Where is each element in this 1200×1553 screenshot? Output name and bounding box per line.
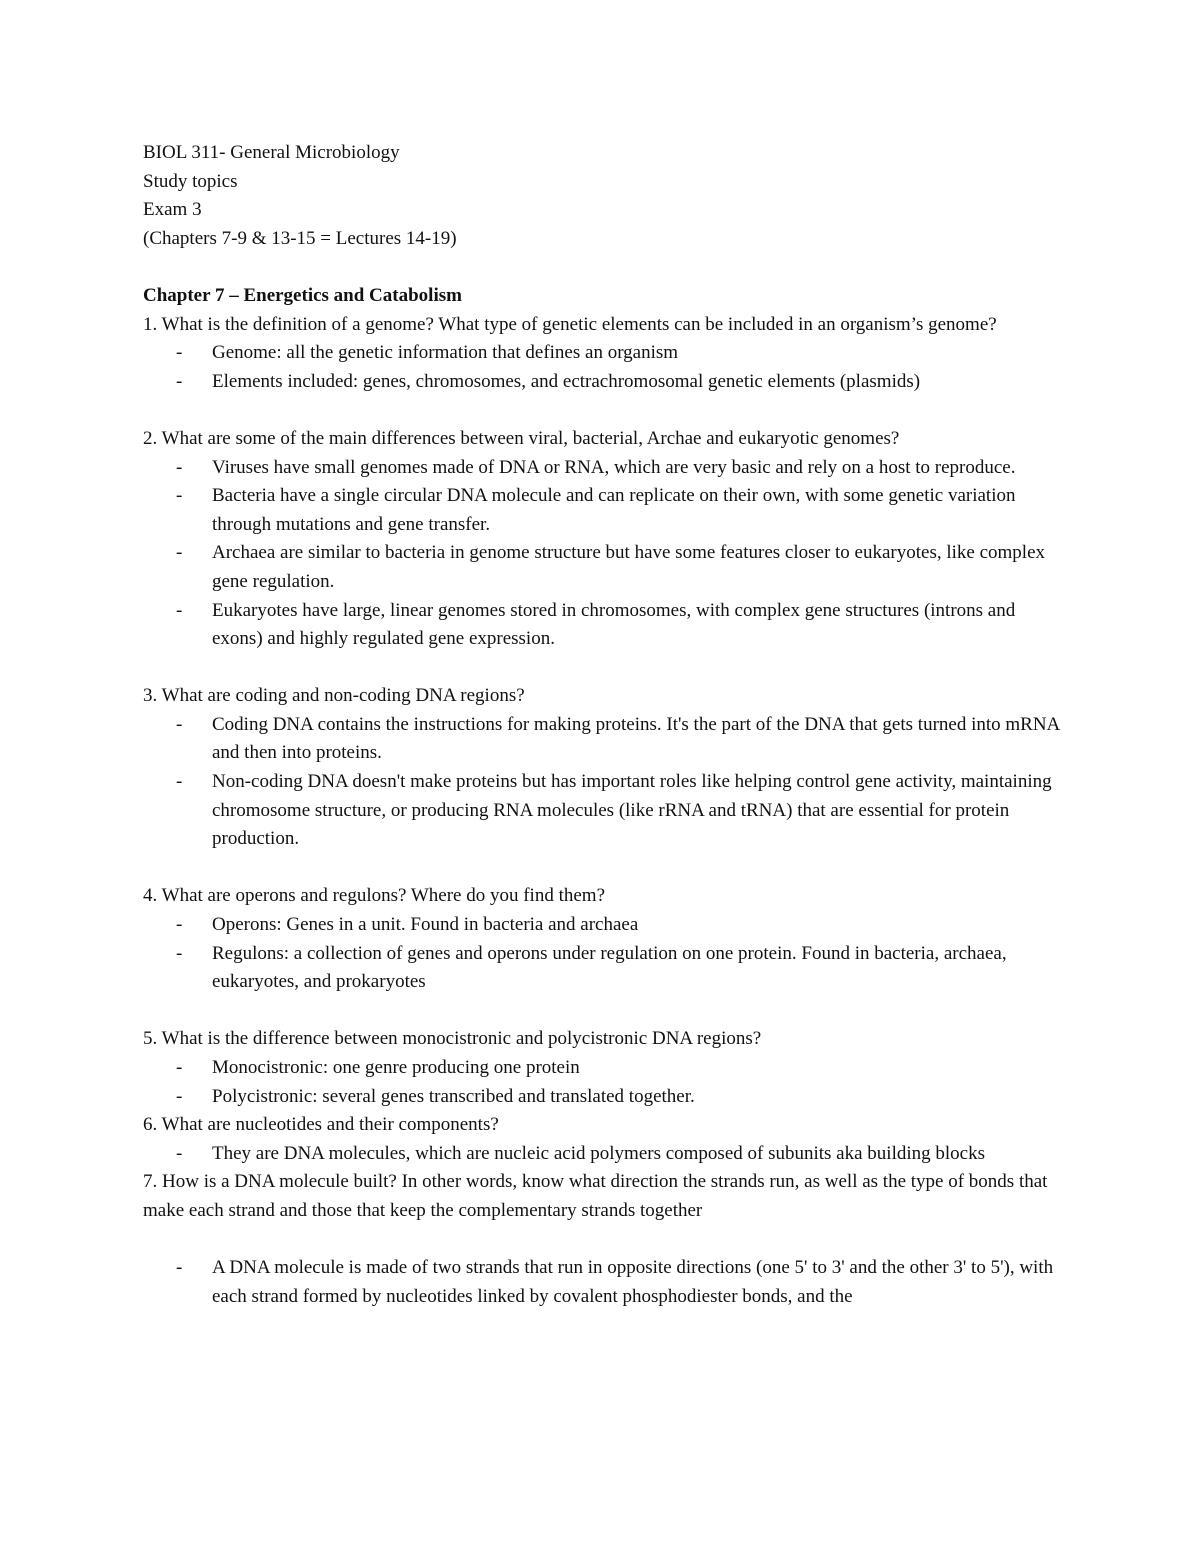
answer-list-6 — [143, 1140, 1063, 1169]
spacer — [143, 654, 1063, 683]
answer-item — [143, 539, 1063, 596]
bullet-dash: - — [176, 771, 183, 793]
question-4: 4. What are operons and regulons? Where do you find them? — [143, 885, 606, 907]
answer-text: Viruses have small genomes made of DNA or RNA, which are very basic and rely on a host to reproduce. — [212, 456, 1016, 478]
answer-item — [143, 368, 1063, 397]
answer-list-3 — [143, 711, 1063, 854]
answer-text: Polycistronic: several genes transcribed and translated together. — [212, 1085, 695, 1107]
answer-text: They are DNA molecules, which are nucleic acid polymers composed of subunits aka building blocks — [212, 1142, 985, 1164]
question-3: 3. What are coding and non-coding DNA regions? — [143, 685, 525, 707]
answer-list-2 — [143, 454, 1063, 654]
answer-text: Archaea are similar to bacteria in genome structure but have some features closer to eukaryotes, like complex gene regulation. — [212, 542, 1046, 592]
exam-scope: (Chapters 7-9 & 13-15 = Lectures 14-19) — [143, 227, 457, 249]
answer-list-1 — [143, 339, 1063, 396]
answer-item — [143, 454, 1063, 483]
answer-text: Operons: Genes in a unit. Found in bacteria and archaea — [212, 914, 639, 936]
answer-item — [143, 940, 1063, 997]
bullet-dash: - — [176, 542, 183, 564]
bullet-dash: - — [176, 370, 183, 392]
answer-item — [143, 597, 1063, 654]
question-5: 5. What is the difference between monocistronic and polycistronic DNA regions? — [143, 1028, 762, 1050]
spacer — [143, 253, 1063, 282]
answer-text: Genome: all the genetic information that defines an organism — [212, 342, 679, 364]
document-page — [143, 139, 1063, 1311]
question-7: 7. How is a DNA molecule built? In other words, know what direction the strands run, as well as the type of bonds that make each strand and those that keep the complementary strands together — [143, 1171, 1048, 1221]
answer-text: Elements included: genes, chromosomes, and ectrachromosomal genetic elements (plasmids) — [212, 370, 921, 392]
course-title: BIOL 311- General Microbiology — [143, 142, 400, 163]
answer-item — [143, 339, 1063, 368]
answer-list-7 — [143, 1254, 1063, 1311]
answer-list-4 — [143, 911, 1063, 997]
answer-text: Regulons: a collection of genes and operons under regulation on one protein. Found in bacteria, archaea, eukaryotes, and prokaryotes — [212, 942, 1007, 993]
answer-text: Bacteria have a single circular DNA molecule and can replicate on their own, with some genetic variation through mutations and gene transfer. — [212, 485, 1016, 535]
answer-item — [143, 1140, 1063, 1169]
bullet-dash: - — [176, 1257, 183, 1279]
bullet-dash: - — [176, 942, 183, 964]
answer-item — [143, 768, 1063, 854]
answer-list-5 — [143, 1054, 1063, 1111]
spacer — [143, 1226, 1063, 1255]
answer-item — [143, 1083, 1063, 1112]
answer-text: Eukaryotes have large, linear genomes stored in chromosomes, with complex gene structures (introns and exons) and highly regulated gene expression. — [212, 599, 1016, 650]
answer-item — [143, 711, 1063, 768]
bullet-dash: - — [176, 599, 183, 621]
bullet-dash: - — [176, 1142, 183, 1164]
spacer — [143, 854, 1063, 883]
spacer — [143, 396, 1063, 425]
answer-item — [143, 1054, 1063, 1083]
bullet-dash: - — [176, 485, 183, 507]
bullet-dash: - — [176, 456, 183, 478]
answer-item — [143, 482, 1063, 539]
bullet-dash: - — [176, 1085, 183, 1107]
question-1: 1. What is the definition of a genome? What type of genetic elements can be included in an organism’s genome? — [143, 313, 997, 335]
answer-text: Monocistronic: one genre producing one protein — [212, 1057, 580, 1078]
document-subtitle: Study topics — [143, 170, 238, 192]
bullet-dash: - — [176, 1057, 183, 1078]
exam-label: Exam 3 — [143, 199, 202, 221]
bullet-dash: - — [176, 342, 183, 364]
answer-text: Non-coding DNA doesn't make proteins but has important roles like helping control gene activity, maintaining chromosome structure, or producing RNA molecules (like rRNA and tRNA) that are essential for protein production. — [212, 771, 1052, 850]
bullet-dash: - — [176, 713, 183, 735]
answer-item — [143, 911, 1063, 940]
answer-text: Coding DNA contains the instructions for making proteins. It's the part of the DNA that gets turned into mRNA and then into proteins. — [212, 713, 1060, 764]
question-2: 2. What are some of the main differences between viral, bacterial, Archae and eukaryotic genomes? — [143, 427, 900, 449]
bullet-dash: - — [176, 914, 183, 936]
question-6: 6. What are nucleotides and their components? — [143, 1114, 499, 1136]
answer-text: A DNA molecule is made of two strands that run in opposite directions (one 5' to 3' and the other 3' to 5'), with each strand formed by nucleotides linked by covalent phosphodiester bonds, and the — [212, 1257, 1054, 1307]
answer-item — [143, 1254, 1063, 1311]
spacer — [143, 997, 1063, 1026]
chapter-heading: Chapter 7 – Energetics and Catabolism — [143, 284, 462, 306]
